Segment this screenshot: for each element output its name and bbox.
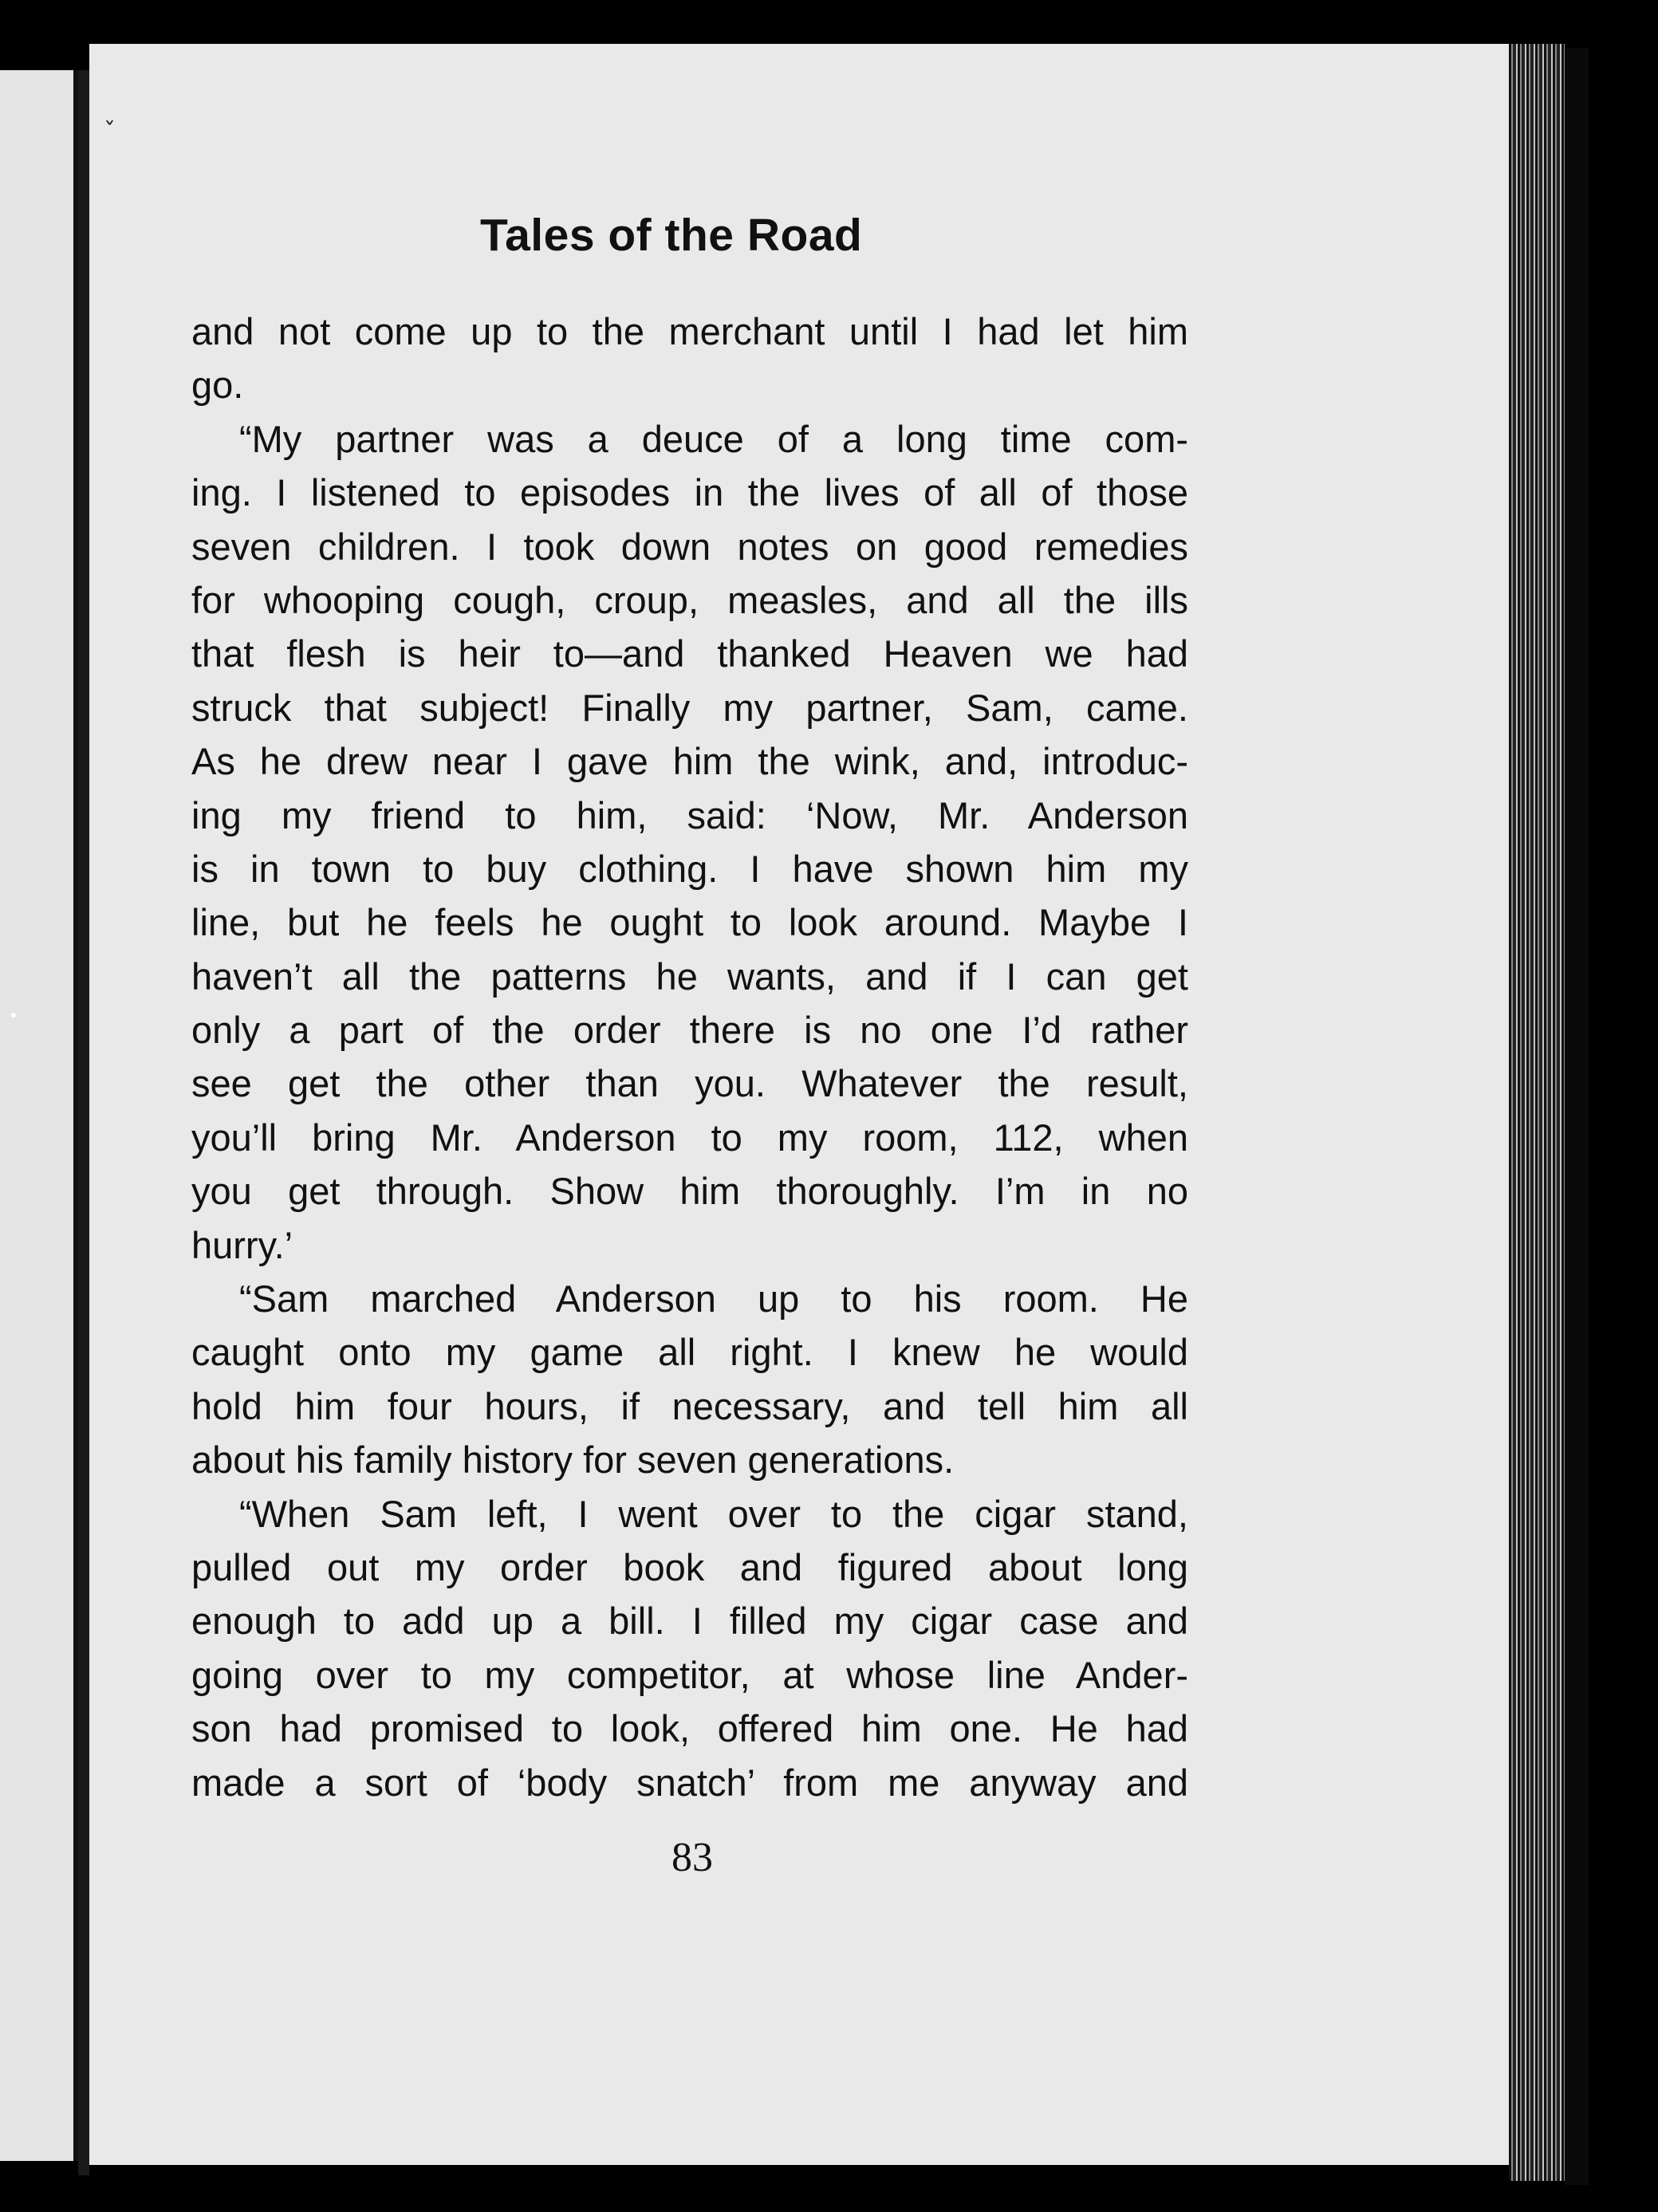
text-line: hurry.’	[191, 1223, 293, 1266]
text-line: haven’t all the patterns he wants, and if I can get	[191, 954, 1188, 998]
text-line: line, but he feels he ought to look around. Maybe I	[191, 901, 1188, 944]
book-gutter	[78, 70, 89, 2175]
text-line: pulled out my order book and figured about long	[191, 1545, 1188, 1588]
page-number: 83	[671, 1835, 713, 1880]
text-line: son had promised to look, offered him one. He had	[191, 1707, 1188, 1750]
scan-dot	[11, 1013, 16, 1017]
text-line: struck that subject! Finally my partner, Sam, came.	[191, 686, 1188, 729]
text-line: ing my friend to him, said: ‘Now, Mr. Anderson	[191, 793, 1188, 836]
facing-page-edge	[0, 70, 78, 2161]
text-line: As he drew near I gave him the wink, and, introduc-	[191, 740, 1188, 783]
text-line: enough to add up a bill. I filled my cigar case and	[191, 1600, 1188, 1643]
running-head: Tales of the Road	[480, 210, 863, 261]
text-line: hold him four hours, if necessary, and tell him all	[191, 1384, 1188, 1427]
text-line: “My partner was a deuce of a long time com-	[239, 417, 1188, 460]
text-line: “Sam marched Anderson up to his room. He	[239, 1277, 1188, 1321]
text-line: that flesh is heir to—and thanked Heaven we had	[191, 632, 1188, 675]
text-line: only a part of the order there is no one I’d rather	[191, 1009, 1188, 1052]
text-line: you get through. Show him thoroughly. I’m in no	[191, 1170, 1188, 1213]
text-line: about his family history for seven generations.	[191, 1439, 955, 1482]
text-line: is in town to buy clothing. I have shown him my	[191, 847, 1188, 890]
text-line: “When Sam left, I went over to the cigar stand,	[239, 1492, 1188, 1535]
text-line: caught onto my game all right. I knew he would	[191, 1331, 1188, 1374]
body-text	[191, 305, 1188, 1809]
text-line: for whooping cough, croup, measles, and all the ills	[191, 578, 1188, 621]
text-line: going over to my competitor, at whose line Ander-	[191, 1653, 1188, 1696]
text-line: seven children. I took down notes on good remedies	[191, 525, 1188, 568]
text-line: go.	[191, 364, 244, 407]
text-line: you’ll bring Mr. Anderson to my room, 112, when	[191, 1116, 1188, 1159]
text-line: and not come up to the merchant until I had let him	[191, 310, 1188, 352]
text-line: ing. I listened to episodes in the lives of all of those	[191, 471, 1188, 514]
text-line: see get the other than you. Whatever the result,	[191, 1062, 1188, 1105]
scan-speck: ˇ	[104, 118, 116, 146]
page-stack-edges	[1509, 44, 1565, 2181]
book-cover-edge	[1565, 48, 1589, 2185]
text-line: made a sort of ‘body snatch’ from me anyway and	[191, 1761, 1188, 1804]
